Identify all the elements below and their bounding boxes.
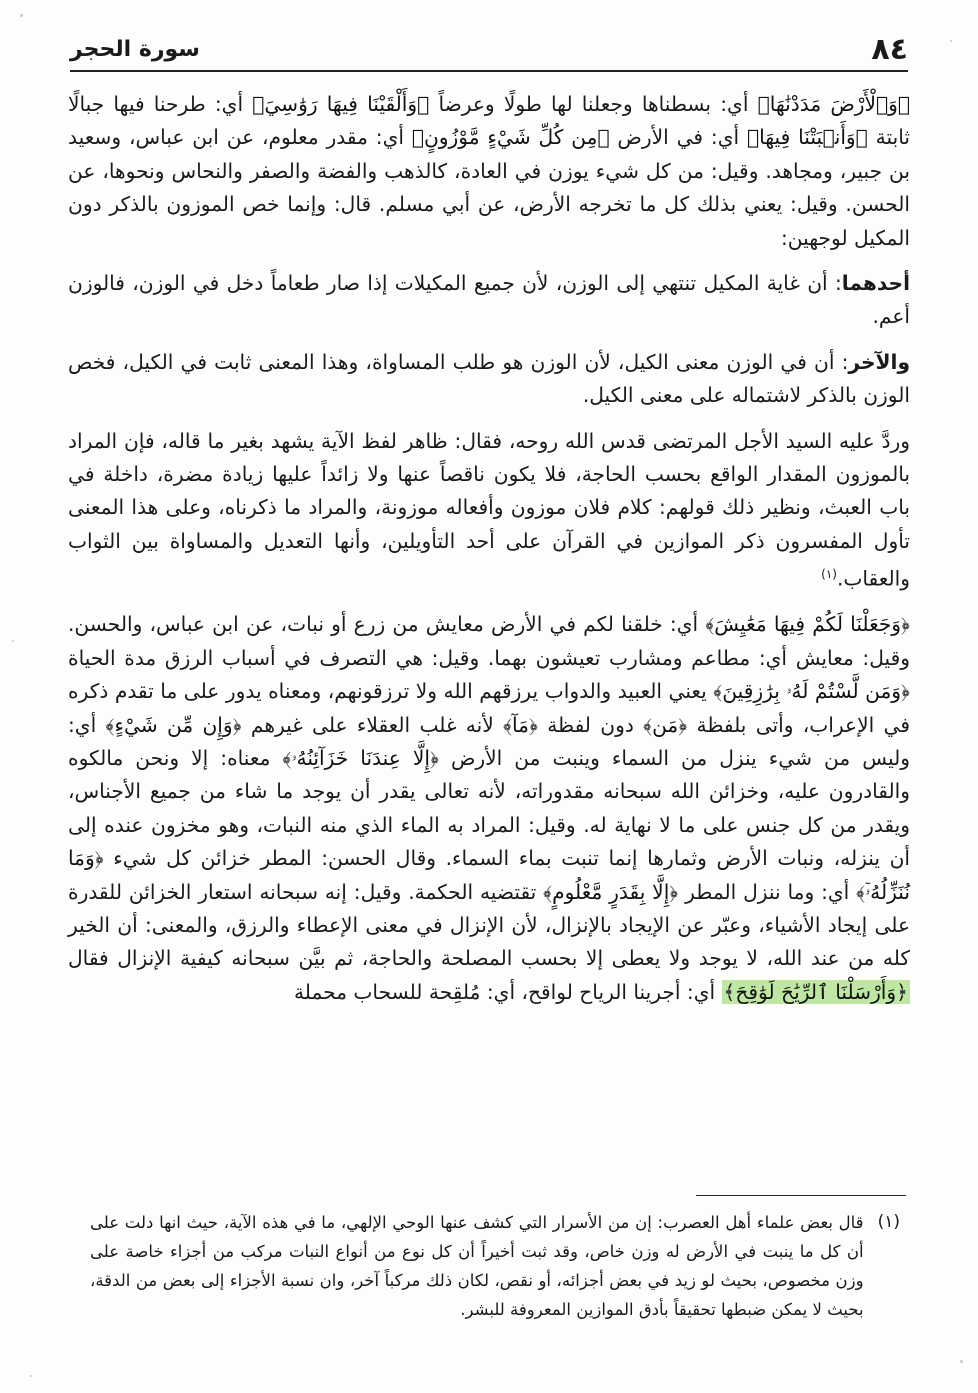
scan-speck [30,1375,32,1377]
quran-quote: ﴿إِلَّا عِندَنَا خَزَآئِنُهُۥ﴾ [282,746,439,771]
quran-quote: ﴿إِلَّا بِقَدَرٍ مَّعْلُومٍ﴾ [543,879,679,904]
quran-quote: ﴿مِن كُلِّ شَيْءٍ مَّوْزُونٍ﴾ [411,125,610,150]
quran-quote: ﴿وَمَا نُنَزِّلُهُۥٓ﴾ [68,846,910,904]
commentary-text: : أن في الوزن معنى الكيل، لأن الوزن هو طلب المساواة، وهذا المعنى ثابت في الكيل، فخص الوزن بالذكر لاشتماله على معنى الكيل. [68,349,910,408]
footnote-text: قال بعض علماء أهل العصرب: إن من الأسرار التي كشف عنها الوحي الإلهي، ما في هذه الآية، حيث انها دلت على أن كل ما ينبت في الأرض له وزن خاص، وقد ثبت أخيراً أن كل نوع من أنواع النبات مركب من أجزاء خاصة على وزن مخصوص، بحيث لو زيد في بعض أجزائه، أو نقص، لكان ذلك مركباً آخر، وان نسبة الأجزاء إلى بعض من الدقة، بحيث لا يمكن ضبطها تحقيقاً بأدق الموازين المعروفة للبشر. [90,1213,864,1319]
footnote-reference[interactable]: (١) [821,567,837,582]
footnote-divider [696,1195,906,1196]
paragraph-5 [68,608,910,1009]
quran-quote: ﴿مَآ﴾ [503,712,538,737]
quran-quote: ﴿وَمَن لَّسْتُمْ لَهُۥ بِرَٰزِقِينَ﴾ [713,679,911,704]
commentary-text: أي: خلقنا لكم في الأرض معايش من زرع أو نبات، عن ابن عباس، والحسن. وقيل: معايش أي: مطاعم ومشارب تعيشون بهما. وقيل: هي التصرف في أسباب الرزق مدة الحياة [68,612,910,670]
quran-quote: ﴿وَأَنۢبَتْنَا فِيهَا﴾ [746,125,868,150]
paragraph-2 [68,267,910,334]
commentary-text: يعني العبيد والدواب يرزقهم الله ولا ترزقونهم، ومعناه يدور على ما تقدم ذكره في الإعراب، وأتى بلفظة [68,679,910,737]
highlighted-quran-quote[interactable]: ﴿وَأَرْسَلْنَا ٱلرِّيَٰحَ لَوَٰقِحَ﴾ [723,979,908,1004]
quran-quote: ﴿وَإِن مِّن شَيْءٍ﴾ [105,712,242,737]
footnote [90,1208,900,1324]
paragraph-3 [68,346,910,413]
main-text [68,88,910,1019]
scan-speck [960,1360,963,1363]
commentary-text: أي: في الأرض [609,125,747,150]
paragraph-4 [68,425,910,597]
surah-title: سورة الحجر [70,36,200,62]
quran-quote: ﴿وَٱلْأَرْضَ مَدَدْنَٰهَا﴾ [757,92,910,116]
commentary-text: : أن غاية المكيل تنتهي إلى الوزن، لأن جميع المكيلات إذا صار طعاماً دخل في الوزن، فالوزن أعم. [68,271,910,329]
quran-quote: ﴿وَجَعَلْنَا لَكُمْ فِيهَا مَعَٰيِشَ﴾ [705,612,910,637]
commentary-text: تقتضيه الحكمة. وقيل: إنه سبحانه استعار الخزائن للقدرة على إيجاد الأشياء، وعبّر عن الإيجاد بالإنزال، لأن الإنزال في معنى الإعطاء والرزق، والمعنى: أن الخير كله من عند الله، لا يوجد ولا يعطى إلا بحسب المصلحة والحاجة، ثم بيَّن سبحانه كيفية الإنزال فقال [68,879,910,971]
page-number: ٨٤ [871,31,908,67]
paragraph-lead: أحدهما [841,271,910,296]
commentary-text: وردَّ عليه السيد الأجل المرتضى قدس الله روحه، فقال: ظاهر لفظ الآية يشهد بغير ما قاله، فإن المراد بالموزون المقدار الواقع بحسب الحاجة، فلا يكون ناقصاً عنها ولا زائداً عليها زيادة مضرة، داخلة في باب العبث، ونظير ذلك قولهم: كلام فلان موزون وأفعاله موزونة، والمراد ما ذكرناه، وعلى هذا المعنى تأول المفسرون ذكر الموازين في القرآن على أحد التأويلين، وأنها التعديل والمساواة بين الثواب والعقاب. [68,428,910,592]
commentary-text: أي: وليس من شيء ينزل من السماء وينبت من الأرض [68,712,911,771]
commentary-text: أي: أجرينا الرياح لواقح، أي: مُلقِحة للسحاب محملة [293,979,722,1004]
page-header [70,28,908,72]
commentary-text: أي: مقدر معلوم، عن ابن عباس، وسعيد بن جبير، ومجاهد. وقيل: من كل شيء يوزن في العادة، كالذهب والفضة والصفر والنحاس ونحوها، عن الحسن. وقيل: يعني بذلك كل ما تخرجه الأرض، عن أبي مسلم. قال: وإنما خص الموزون بالذكر دون المكيل لوجهين: [68,125,910,250]
quran-quote: ﴿مَن﴾ [643,712,688,737]
quran-quote: ﴿وَأَلْقَيْنَا فِيهَا رَوَٰسِيَ﴾ [252,92,430,116]
scan-speck [950,40,952,42]
commentary-text: أي: بسطناها وجعلنا لها طولًا وعرضاً [429,92,758,116]
footnote-number: (١) [877,1212,900,1232]
paragraph-lead: والآخر [848,349,910,374]
scan-speck [12,640,14,642]
scan-speck [20,14,23,17]
commentary-text: أي: طرحنا فيها جبالًا ثابتة [68,92,910,150]
commentary-text: دون لفظة [537,712,644,737]
paragraph-1 [68,88,910,255]
commentary-text: لأنه غلب العقلاء على غيرهم [241,712,504,737]
commentary-text: أي: وما ننزل المطر [678,879,857,904]
commentary-text: معناه: إلا ونحن مالكوه والقادرون عليه، وخزائن الله سبحانه مقدوراته، لأنه تعالى يقدر أن يوجد ما شاء من جميع الأجناس، ويقدر من كل جنس على ما لا نهاية له. وقيل: المراد به الماء الذي منه النبات، وهو مخزون عنده إلى أن ينزله، ونبات الأرض وثمارها إنما تنبت بماء السماء. وقال الحسن: المطر خزائن كل شيء [68,746,910,871]
